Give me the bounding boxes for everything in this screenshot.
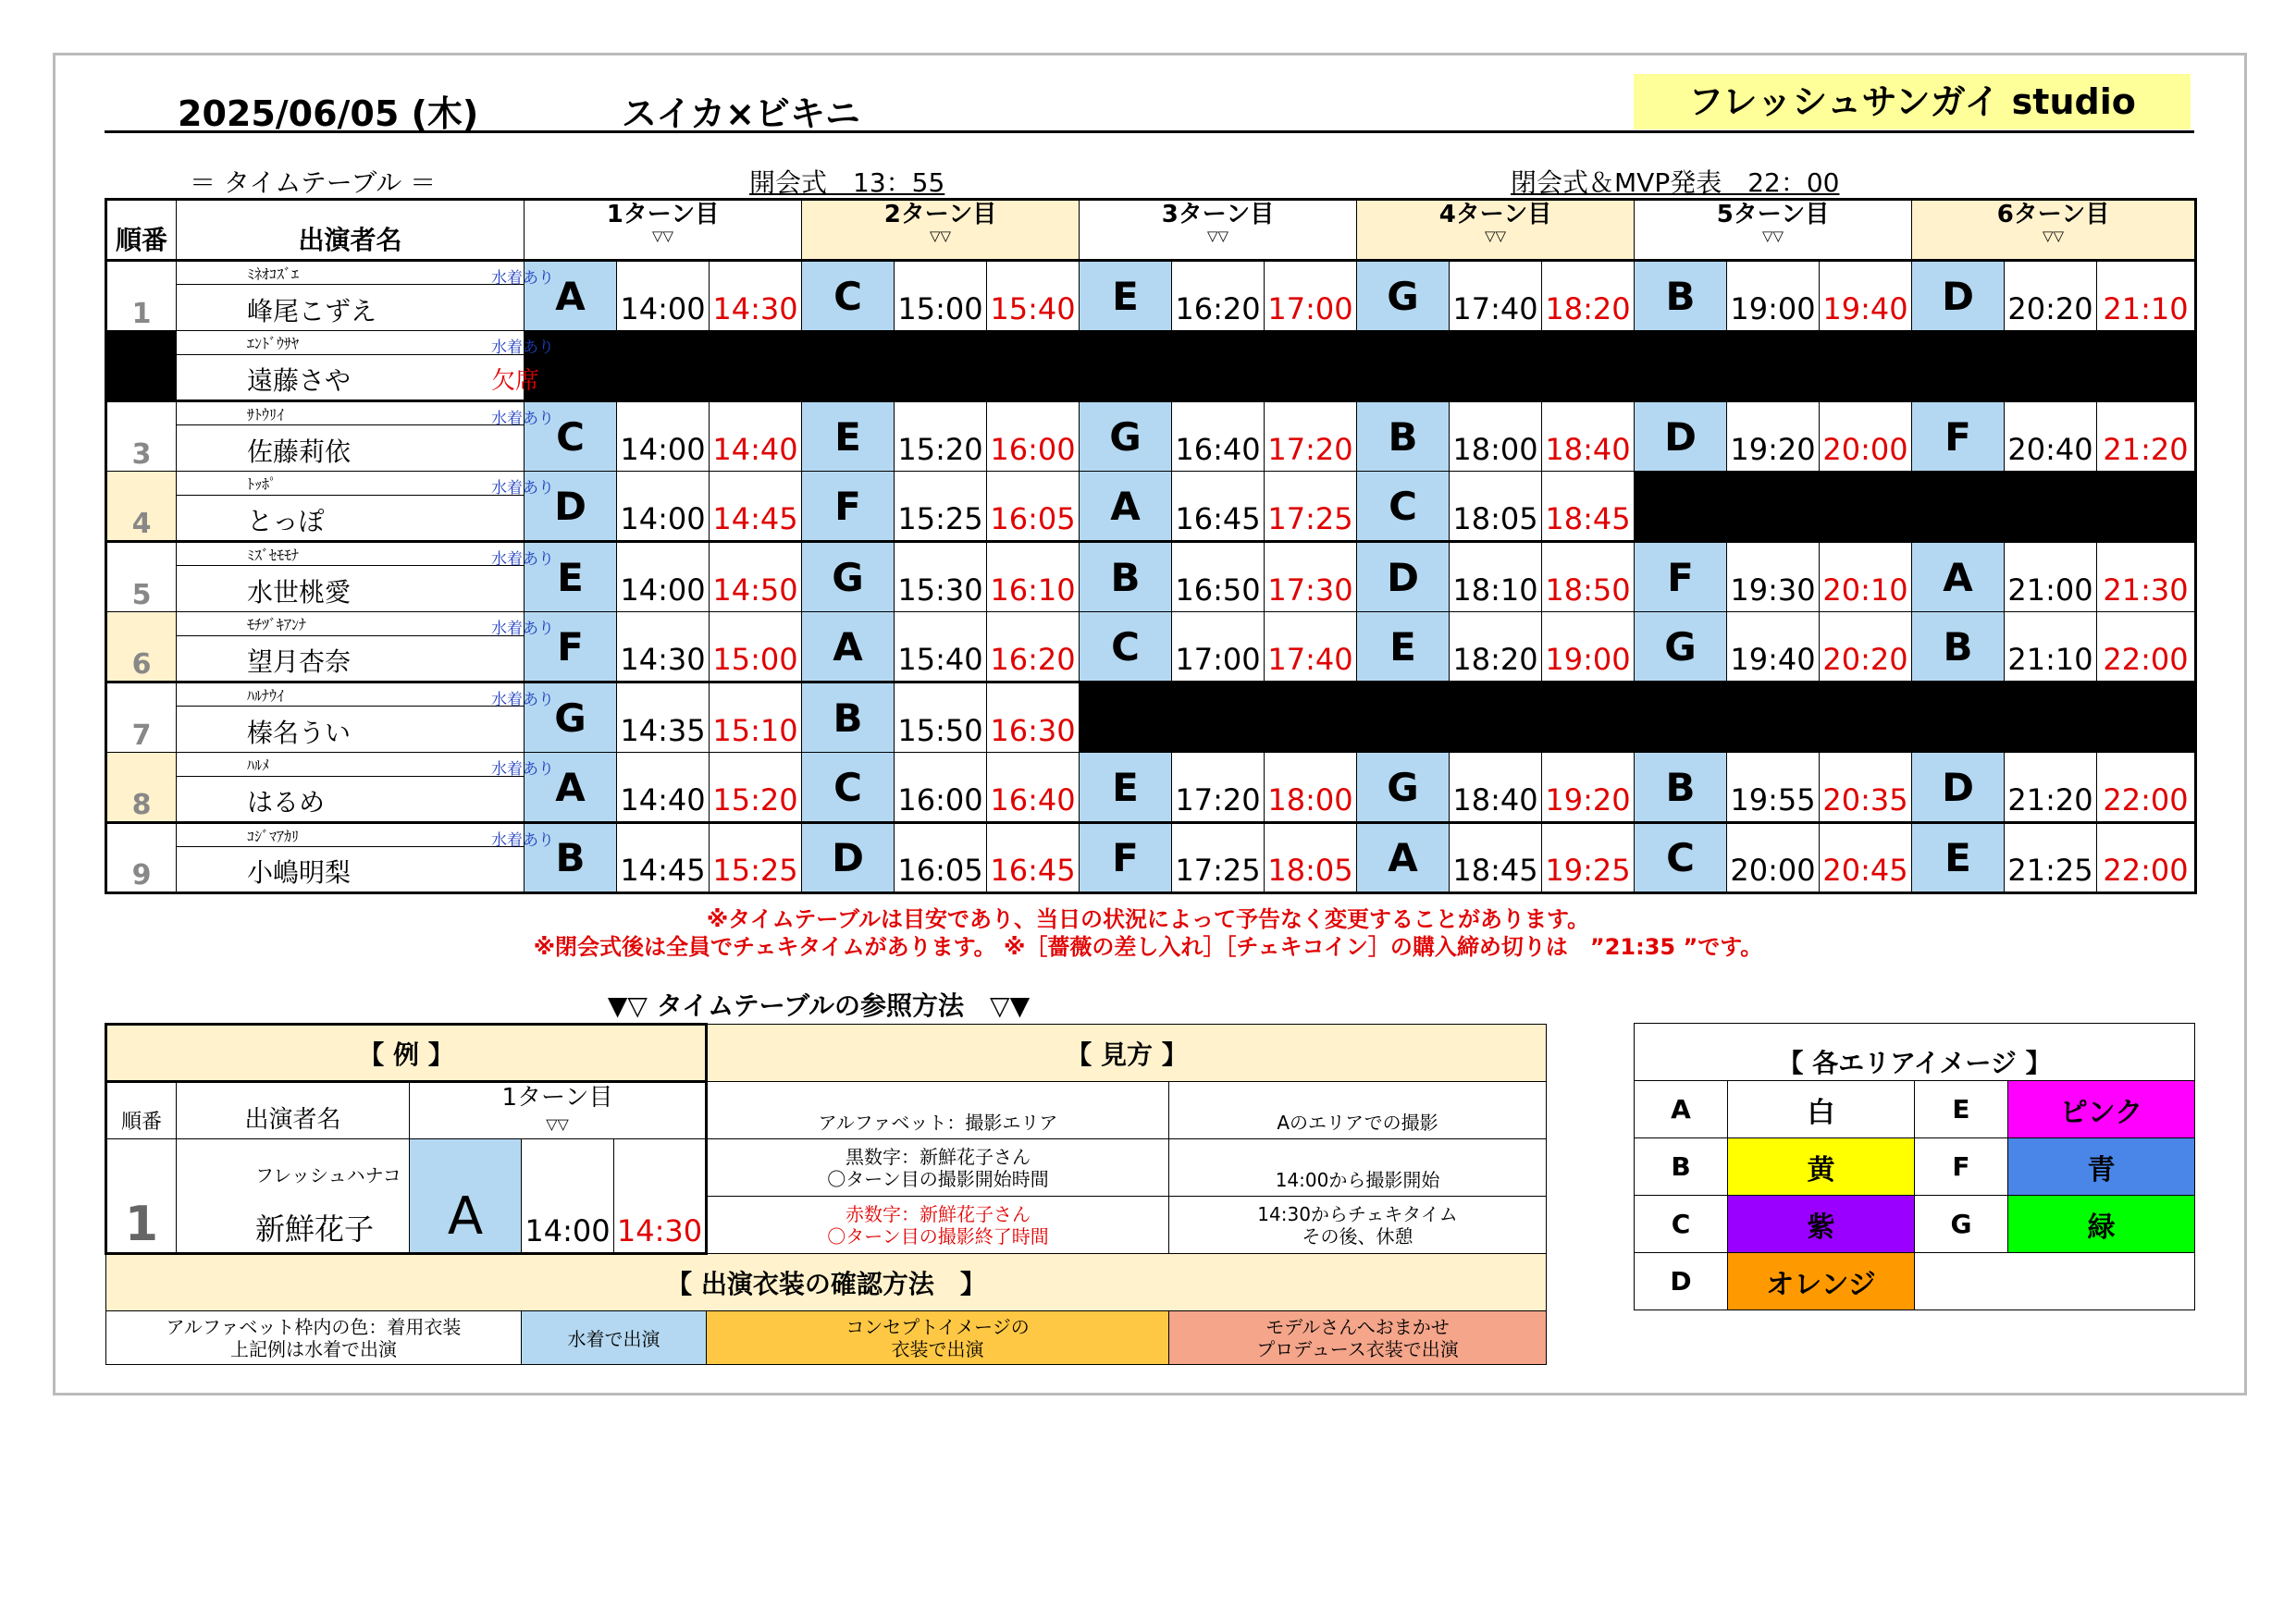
end-time: 17:20 [1265, 401, 1357, 472]
area-cell: A [525, 261, 617, 331]
event-title: スイカ×ビキニ [622, 93, 860, 134]
desc-start-1: 黒数字：新鮮花子さん [846, 1145, 1031, 1168]
end-time: 16:20 [987, 612, 1080, 682]
start-time: 14:30 [617, 612, 710, 682]
opening-ceremony: 開会式 13：55 [749, 167, 945, 198]
start-time: 17:25 [1172, 823, 1265, 893]
area-cell: C [1080, 612, 1172, 682]
end-time: 18:45 [1542, 472, 1635, 542]
timetable-label: ＝ タイムテーブル ＝ [190, 167, 437, 198]
turn-tri: ▽▽ [1484, 227, 1507, 244]
start-time: 16:05 [895, 823, 987, 893]
area-key: G [1915, 1196, 2008, 1253]
performer-row [106, 401, 2196, 425]
end-time: 15:40 [987, 261, 1080, 331]
area-cell: C [802, 753, 895, 823]
area-color: 白 [1728, 1081, 1915, 1138]
performer-name: 遠藤さや [247, 365, 352, 396]
area-cell: A [525, 753, 617, 823]
area-key: B [1635, 1138, 1728, 1196]
start-time: 21:25 [2005, 823, 2097, 893]
end-time: 20:10 [1820, 542, 1912, 612]
start-time: 14:40 [617, 753, 710, 823]
area-cell: D [1912, 261, 2005, 331]
start-time: 16:40 [1172, 401, 1265, 472]
blank-slot [1912, 682, 2196, 753]
note-2: ※閉会式後は全員でチェキタイムがあります。 ※［薔薇の差し入れ］［チェキコイン］の購入締め切りは ”21:35 ”です。 [533, 934, 1763, 960]
end-time: 21:20 [2097, 401, 2196, 472]
performer-name: 水世桃愛 [247, 577, 352, 608]
area-key: A [1635, 1081, 1728, 1138]
start-time: 18:20 [1450, 612, 1542, 682]
example-start: 14:00 [522, 1139, 614, 1254]
blank-slot [1635, 331, 1912, 401]
example-header: 【 例 】 [106, 1025, 707, 1082]
end-time: 20:20 [1820, 612, 1912, 682]
performer-kana: ｺｼﾞﾏｱｶﾘ [247, 827, 300, 845]
turn-header-5 [1635, 200, 1912, 261]
performer-name: 望月杏奈 [247, 646, 352, 677]
example-number: 1 [106, 1139, 177, 1254]
turn-tri: ▽▽ [929, 227, 952, 244]
end-time: 14:50 [710, 542, 802, 612]
start-time: 14:00 [617, 261, 710, 331]
end-time: 15:20 [710, 753, 802, 823]
area-cell: B [1635, 753, 1727, 823]
col-name: 出演者名 [177, 200, 525, 261]
start-time: 21:10 [2005, 612, 2097, 682]
area-cell: C [525, 401, 617, 472]
timetable [105, 198, 2197, 894]
area-cell: A [802, 612, 895, 682]
end-time: 19:25 [1542, 823, 1635, 893]
performer-name: 小嶋明梨 [247, 857, 352, 888]
turn-label: 3ターン目 [1161, 201, 1275, 228]
swimsuit-badge: 水着あり [491, 550, 554, 569]
end-time: 16:05 [987, 472, 1080, 542]
blank-slot [1635, 472, 1912, 542]
blank-slot [1357, 682, 1635, 753]
area-key: C [1635, 1196, 1728, 1253]
performer-kana: ﾐﾈｵｺｽﾞｴ [247, 264, 300, 283]
costume-concept-1: コンセプトイメージの [846, 1315, 1030, 1338]
performer-kana: ﾓﾁﾂﾞｷｱﾝﾅ [247, 616, 307, 633]
end-time: 15:10 [710, 682, 802, 753]
example-end: 14:30 [614, 1139, 707, 1254]
area-color: 緑 [2008, 1196, 2195, 1253]
turn-label: 2ターン目 [883, 201, 997, 228]
area-cell: F [525, 612, 617, 682]
area-cell: D [525, 472, 617, 542]
desc-end-example-1: 14:30からチェキタイム [1257, 1202, 1458, 1225]
swimsuit-badge: 水着あり [491, 338, 554, 357]
performer-name: 峰尾こずえ [247, 296, 377, 326]
blank-slot [802, 331, 1080, 401]
area-cell: F [802, 472, 895, 542]
end-time: 14:30 [710, 261, 802, 331]
start-time: 19:30 [1727, 542, 1820, 612]
closing-ceremony: 閉会式＆MVP発表 22：00 [1511, 167, 1840, 198]
blank-slot [525, 331, 802, 401]
area-legend [1634, 1023, 2195, 1310]
end-time: 17:25 [1265, 472, 1357, 542]
example-area: A [410, 1139, 522, 1254]
start-time: 15:30 [895, 542, 987, 612]
start-time: 15:00 [895, 261, 987, 331]
start-time: 19:55 [1727, 753, 1820, 823]
note-1: ※タイムテーブルは目安であり、当日の状況によって予告なく変更することがあります。 [706, 906, 1590, 932]
how-to-read-header: 【 見方 】 [707, 1025, 1547, 1082]
start-time: 20:40 [2005, 401, 2097, 472]
performer-row [106, 472, 2196, 496]
end-time: 15:25 [710, 823, 802, 893]
end-time: 21:10 [2097, 261, 2196, 331]
area-key: F [1915, 1138, 2008, 1196]
area-cell: E [802, 401, 895, 472]
desc-start-example: 14:00から撮影開始 [1169, 1139, 1547, 1197]
blank-slot [1912, 331, 2196, 401]
area-cell: D [1357, 542, 1450, 612]
end-time: 20:35 [1820, 753, 1912, 823]
costume-header: 【 出演衣装の確認方法 】 [106, 1254, 1547, 1311]
area-cell: E [1080, 261, 1172, 331]
order-number: 1 [106, 261, 177, 331]
studio-name: フレッシュサンガイ studio [1634, 74, 2191, 129]
order-number: 9 [106, 823, 177, 893]
area-color: ピンク [2008, 1081, 2195, 1138]
start-time: 20:00 [1727, 823, 1820, 893]
area-cell: C [1357, 472, 1450, 542]
area-cell: A [1080, 472, 1172, 542]
blank-slot [1912, 472, 2196, 542]
costume-concept-2: 衣装で出演 [891, 1337, 984, 1360]
area-cell: C [802, 261, 895, 331]
end-time: 22:00 [2097, 753, 2196, 823]
turn-tri: ▽▽ [651, 227, 674, 244]
turn-label: 1ターン目 [606, 201, 720, 228]
desc-area: アルファベット：撮影エリア [707, 1082, 1169, 1139]
desc-end-1: 赤数字：新鮮花子さん [846, 1202, 1031, 1225]
swimsuit-badge: 水着あり [491, 831, 554, 850]
end-time: 14:45 [710, 472, 802, 542]
turn-tri: ▽▽ [2042, 227, 2065, 244]
start-time: 19:00 [1727, 261, 1820, 331]
header-rule [105, 130, 2194, 133]
example-name-label: 出演者名 [177, 1082, 410, 1139]
start-time: 14:00 [617, 542, 710, 612]
start-time: 19:40 [1727, 612, 1820, 682]
order-number: 4 [106, 472, 177, 542]
end-time: 18:50 [1542, 542, 1635, 612]
area-key: E [1915, 1081, 2008, 1138]
turn-header-4 [1357, 200, 1635, 261]
end-time: 20:45 [1820, 823, 1912, 893]
area-cell: E [1357, 612, 1450, 682]
order-number: 6 [106, 612, 177, 682]
performer-row [106, 753, 2196, 777]
order-number: 5 [106, 542, 177, 612]
area-cell: G [1635, 612, 1727, 682]
end-time: 16:10 [987, 542, 1080, 612]
end-time: 16:45 [987, 823, 1080, 893]
end-time: 16:00 [987, 401, 1080, 472]
swimsuit-badge: 水着あり [491, 691, 554, 709]
performer-row [106, 331, 2196, 355]
performer-kana: ﾐｽﾞｾﾓﾓﾅ [247, 546, 300, 564]
turn-label: 5ターン目 [1716, 201, 1830, 228]
performer-row [106, 612, 2196, 636]
area-color: 青 [2008, 1138, 2195, 1196]
area-color: 黄 [1728, 1138, 1915, 1196]
example-order-label: 順番 [106, 1082, 177, 1139]
start-time: 20:20 [2005, 261, 2097, 331]
area-cell: C [1635, 823, 1727, 893]
area-cell: D [1635, 401, 1727, 472]
end-time: 18:05 [1265, 823, 1357, 893]
desc-area-example: Aのエリアでの撮影 [1169, 1082, 1547, 1139]
example-turn-label: 1ターン目 [501, 1083, 613, 1112]
performer-name: 榛名うい [247, 718, 352, 748]
area-cell: A [1357, 823, 1450, 893]
costume-produce-1: モデルさんへおまかせ [1265, 1315, 1450, 1338]
area-cell: E [1080, 753, 1172, 823]
start-time: 14:35 [617, 682, 710, 753]
start-time: 17:20 [1172, 753, 1265, 823]
swimsuit-badge: 水着あり [491, 760, 554, 779]
turn-tri: ▽▽ [1206, 227, 1229, 244]
turn-header-1 [525, 200, 802, 261]
order-number [106, 331, 177, 401]
absent-label: 欠席 [491, 367, 540, 395]
reference-title: ▼▽ タイムテーブルの参照方法 ▽▼ [607, 990, 1031, 1021]
turn-header-6 [1912, 200, 2196, 261]
start-time: 18:05 [1450, 472, 1542, 542]
start-time: 18:45 [1450, 823, 1542, 893]
area-empty [1915, 1253, 2195, 1310]
area-cell: G [802, 542, 895, 612]
col-order: 順番 [106, 200, 177, 261]
order-number: 3 [106, 401, 177, 472]
swimsuit-badge: 水着あり [491, 479, 554, 498]
turn-header-2 [802, 200, 1080, 261]
start-time: 21:00 [2005, 542, 2097, 612]
start-time: 14:00 [617, 472, 710, 542]
area-cell: B [1080, 542, 1172, 612]
end-time: 20:00 [1820, 401, 1912, 472]
performer-row [106, 823, 2196, 847]
area-cell: F [1912, 401, 2005, 472]
end-time: 19:00 [1542, 612, 1635, 682]
start-time: 16:20 [1172, 261, 1265, 331]
blank-slot [1357, 331, 1635, 401]
costume-desc-1: アルファベット枠内の色：着用衣装 [166, 1315, 462, 1338]
performer-name: 佐藤莉依 [247, 436, 352, 467]
start-time: 15:40 [895, 612, 987, 682]
area-cell: G [1080, 401, 1172, 472]
end-time: 19:20 [1542, 753, 1635, 823]
blank-slot [1080, 682, 1357, 753]
desc-end-example-2: その後、休憩 [1302, 1224, 1413, 1248]
example-name: 新鮮花子 [255, 1211, 375, 1247]
area-color: 紫 [1728, 1196, 1915, 1253]
area-cell: B [525, 823, 617, 893]
blank-slot [1635, 682, 1912, 753]
end-time: 18:20 [1542, 261, 1635, 331]
end-time: 19:40 [1820, 261, 1912, 331]
area-cell: G [1357, 261, 1450, 331]
area-cell: B [1635, 261, 1727, 331]
area-cell: E [1912, 823, 2005, 893]
end-time: 16:30 [987, 682, 1080, 753]
start-time: 18:00 [1450, 401, 1542, 472]
area-cell: G [1357, 753, 1450, 823]
start-time: 21:20 [2005, 753, 2097, 823]
costume-produce-2: プロデュース衣装で出演 [1256, 1337, 1459, 1360]
start-time: 17:40 [1450, 261, 1542, 331]
area-cell: D [802, 823, 895, 893]
area-cell: A [1912, 542, 2005, 612]
example-turn-tri: ▽▽ [546, 1114, 569, 1133]
swimsuit-badge: 水着あり [491, 410, 554, 428]
performer-row [106, 261, 2196, 285]
start-time: 16:00 [895, 753, 987, 823]
area-cell: B [1357, 401, 1450, 472]
start-time: 14:45 [617, 823, 710, 893]
performer-name: はるめ [247, 787, 326, 818]
performer-kana: ﾊﾙﾒ [247, 756, 270, 774]
costume-desc-2: 上記例は水着で出演 [230, 1337, 397, 1360]
turn-header-3 [1080, 200, 1357, 261]
area-cell: B [802, 682, 895, 753]
performer-name: とっぽ [247, 506, 325, 536]
order-number: 8 [106, 753, 177, 823]
area-cell: F [1635, 542, 1727, 612]
area-color: オレンジ [1728, 1253, 1915, 1310]
performer-kana: ｻﾄｳﾘｲ [247, 405, 285, 424]
area-key: D [1635, 1253, 1728, 1310]
order-number: 7 [106, 682, 177, 753]
end-time: 22:00 [2097, 612, 2196, 682]
end-time: 17:40 [1265, 612, 1357, 682]
performer-row [106, 682, 2196, 707]
event-date: 2025/06/05 (木) [178, 93, 479, 134]
swimsuit-badge: 水着あり [491, 269, 554, 288]
end-time: 16:40 [987, 753, 1080, 823]
example-kana: フレッシュハナコ [255, 1164, 401, 1187]
start-time: 15:50 [895, 682, 987, 753]
turn-tri: ▽▽ [1761, 227, 1784, 244]
end-time: 21:30 [2097, 542, 2196, 612]
desc-start-2: 〇ターン目の撮影開始時間 [827, 1167, 1049, 1190]
start-time: 16:50 [1172, 542, 1265, 612]
start-time: 14:00 [617, 401, 710, 472]
end-time: 15:00 [710, 612, 802, 682]
turn-label: 6ターン目 [1996, 201, 2110, 228]
turn-label: 4ターン目 [1438, 201, 1552, 228]
end-time: 18:40 [1542, 401, 1635, 472]
end-time: 17:00 [1265, 261, 1357, 331]
start-time: 19:20 [1727, 401, 1820, 472]
reference-table [105, 1023, 1547, 1365]
swimsuit-badge: 水着あり [491, 620, 554, 638]
area-cell: F [1080, 823, 1172, 893]
end-time: 14:40 [710, 401, 802, 472]
costume-swimsuit: 水着で出演 [522, 1311, 707, 1365]
start-time: 15:20 [895, 401, 987, 472]
desc-end-2: 〇ターン目の撮影終了時間 [827, 1224, 1049, 1248]
blank-slot [1080, 331, 1357, 401]
performer-row [106, 542, 2196, 566]
end-time: 17:30 [1265, 542, 1357, 612]
area-cell: B [1912, 612, 2005, 682]
end-time: 22:00 [2097, 823, 2196, 893]
performer-kana: ｴﾝﾄﾞｳｻﾔ [247, 335, 300, 352]
performer-kana: ﾄｯﾎﾟ [247, 475, 278, 493]
area-legend-title: 【 各エリアイメージ 】 [1635, 1024, 2195, 1081]
start-time: 16:45 [1172, 472, 1265, 542]
area-cell: G [525, 682, 617, 753]
start-time: 18:40 [1450, 753, 1542, 823]
performer-kana: ﾊﾙﾅｳｲ [247, 686, 285, 705]
start-time: 18:10 [1450, 542, 1542, 612]
area-cell: D [1912, 753, 2005, 823]
start-time: 17:00 [1172, 612, 1265, 682]
area-cell: E [525, 542, 617, 612]
end-time: 18:00 [1265, 753, 1357, 823]
start-time: 15:25 [895, 472, 987, 542]
